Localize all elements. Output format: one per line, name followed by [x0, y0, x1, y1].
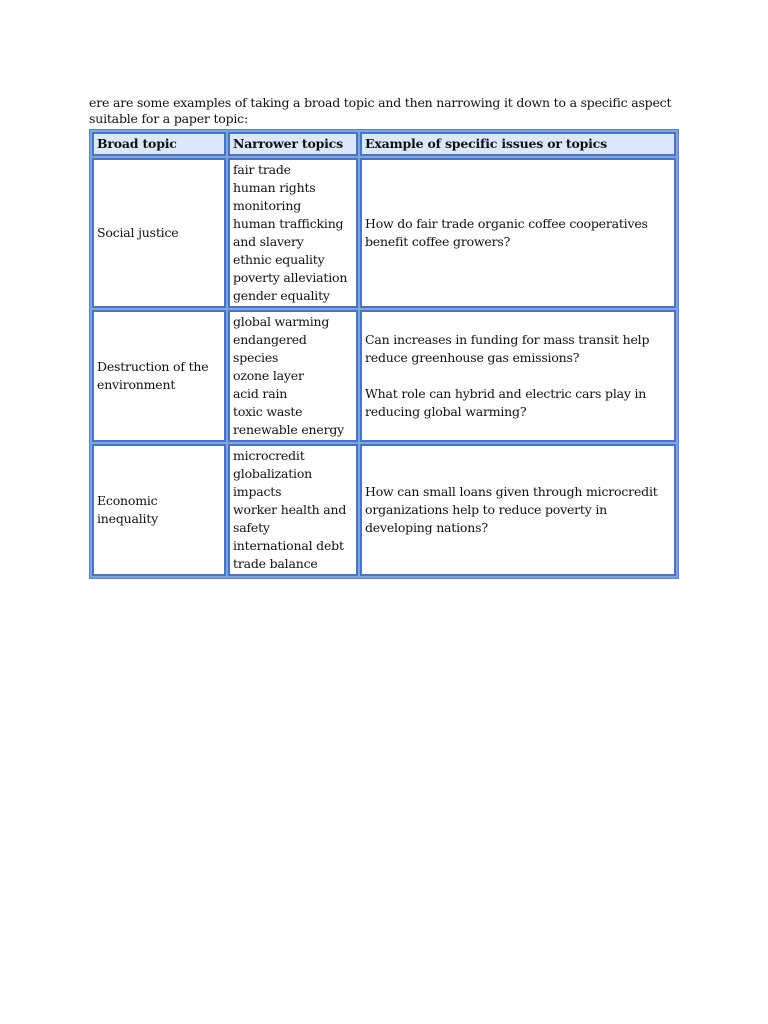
example-topics-cell — [360, 158, 676, 308]
table-header-row — [92, 132, 676, 156]
table-row — [92, 444, 676, 576]
narrower-topics-cell — [228, 444, 358, 576]
example-topics-cell — [360, 310, 676, 442]
narrower-topic-item: trade balance — [233, 556, 318, 571]
narrower-topic-item: worker health and — [233, 502, 347, 517]
example-topics-cell — [360, 444, 676, 576]
narrower-topic-item: safety — [233, 520, 270, 535]
narrower-topics-cell — [228, 310, 358, 442]
header-broad-topic: Broad topic — [92, 132, 226, 156]
example-question: How can small loans given through microcredit organizations help to reduce poverty in developing nations? — [365, 484, 658, 535]
narrower-topic-item: global warming — [233, 314, 330, 329]
intro-text: ere are some examples of taking a broad topic and then narrowing it down to a specific aspect suitable for a paper topic: — [89, 95, 672, 126]
narrower-topic-item: globalization — [233, 466, 313, 481]
narrower-topic-item: impacts — [233, 484, 282, 499]
example-question: Can increases in funding for mass transit help reduce greenhouse gas emissions? — [365, 332, 650, 365]
narrower-topic-item: microcredit — [233, 448, 305, 463]
narrower-topic-item: endangered species — [233, 332, 307, 365]
table-row — [92, 310, 676, 442]
narrower-topic-item: renewable energy — [233, 422, 345, 437]
narrower-topic-item: human trafficking — [233, 216, 344, 231]
broad-topic-cell: Economic inequality — [92, 444, 226, 576]
narrower-topic-item: ozone layer — [233, 368, 304, 383]
narrower-topic-item: gender equality — [233, 288, 330, 303]
narrower-topic-item: monitoring — [233, 198, 302, 213]
narrower-topic-item: toxic waste — [233, 404, 303, 419]
narrower-topic-item: ethnic equality — [233, 252, 325, 267]
narrower-topic-item: international debt — [233, 538, 344, 553]
narrower-topic-item: poverty alleviation — [233, 270, 348, 285]
broad-topic-cell: Social justice — [92, 158, 226, 308]
narrower-topics-cell — [228, 158, 358, 308]
example-question: How do fair trade organic coffee cooperatives benefit coffee growers? — [365, 216, 648, 249]
broad-topic-cell: Destruction of the environment — [92, 310, 226, 442]
example-question: What role can hybrid and electric cars play in reducing global warming? — [365, 386, 647, 419]
header-example-topics: Example of specific issues or topics — [360, 132, 676, 156]
narrower-topic-item: fair trade — [233, 162, 291, 177]
narrower-topic-item: acid rain — [233, 386, 288, 401]
header-narrower-topics: Narrower topics — [228, 132, 358, 156]
narrower-topic-item: and slavery — [233, 234, 304, 249]
narrower-topic-item: human rights — [233, 180, 316, 195]
topic-table — [89, 129, 679, 579]
table-row — [92, 158, 676, 308]
